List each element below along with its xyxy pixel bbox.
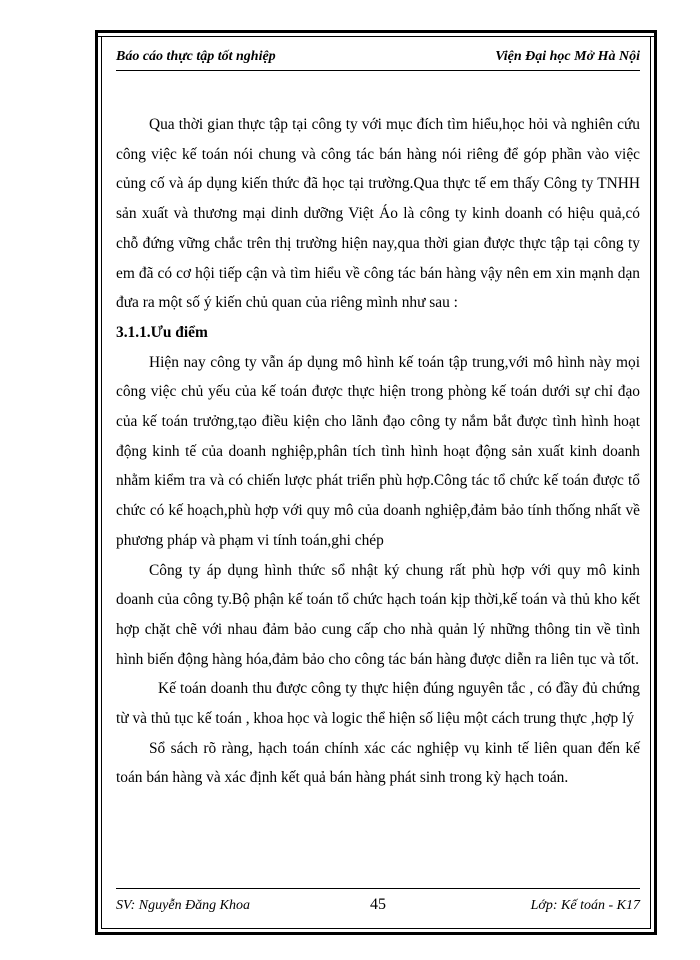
page-header	[116, 47, 640, 67]
page-number: 45	[370, 896, 386, 913]
footer-divider	[116, 888, 640, 889]
footer-student-name: SV: Nguyễn Đăng Khoa	[116, 898, 251, 913]
border-right-thin	[650, 36, 651, 929]
page-footer	[116, 896, 640, 920]
border-bottom-thick	[95, 932, 657, 935]
footer-class: Lớp: Kế toán - K17	[530, 898, 640, 913]
border-top-thin	[95, 36, 657, 37]
header-institution: Viện Đại học Mở Hà Nội	[495, 49, 640, 64]
paragraph-revenue-accounting: Kế toán doanh thu được công ty thực hiện đúng nguyên tắc , có đầy đủ chứng từ và thủ tục kế toán , khoa học và logic thể hiện số liệu một cách trung thực ,hợp lý	[116, 680, 640, 728]
border-left-thin	[101, 36, 102, 929]
paragraph-accounting-model: Hiện nay công ty vẫn áp dụng mô hình kế toán tập trung,với mô hình này mọi công việc chủ yếu của kế toán được thực hiện trong phòng kế toán dưới sự chỉ đạo của kế toán trưởng,tạo điều kiện cho lãnh đạo công ty nắm bắt được tình hình hoạt động kinh tế của doanh nghiệp,phân tích tình hình hoạt động sản xuất kinh doanh nhằm kiểm tra và có chiến lược phát triển phù hợp.Công tác tổ chức kế toán được tổ chức có kế hoạch,phù hợp với quy mô của doanh nghiệp,đảm bảo tính thống nhất về phương pháp và phạm vi tính toán,ghi chép	[116, 353, 640, 549]
header-divider	[116, 70, 640, 71]
page-body	[116, 110, 640, 793]
border-left-thick	[95, 30, 98, 935]
header-report-title: Báo cáo thực tập tốt nghiệp	[116, 49, 276, 64]
border-top-thick	[95, 30, 657, 33]
intro-paragraph: Qua thời gian thực tập tại công ty với mục đích tìm hiểu,học hỏi và nghiên cứu công việc kế toán nói chung và công tác bán hàng nói riêng để góp phần vào việc củng cố và áp dụng kiến thức đã học tại trường.Qua thực tế em thấy Công ty TNHH sản xuất và thương mại dinh dưỡng Việt Áo là công ty kinh doanh có hiệu quả,có chỗ đứng vững chắc trên thị trường hiện nay,qua thời gian được thực tập tại công ty em đã có cơ hội tiếp cận và tìm hiểu về công tác bán hàng vậy nên em xin mạnh dạn đưa ra một số ý kiến chủ quan của riêng mình như sau :	[116, 116, 640, 312]
section-heading: 3.1.1.Ưu điểm	[116, 323, 208, 341]
paragraph-bookkeeping: Sổ sách rõ ràng, hạch toán chính xác các nghiệp vụ kinh tế liên quan đến kế toán bán hàng và xác định kết quả bán hàng phát sinh trong kỳ hạch toán.	[116, 739, 640, 787]
border-right-thick	[654, 30, 657, 935]
border-bottom-thin	[101, 928, 651, 929]
paragraph-journal-system: Công ty áp dụng hình thức sổ nhật ký chung rất phù hợp với quy mô kinh doanh của công ty.Bộ phận kế toán tổ chức hạch toán kịp thời,kế toán và thủ kho kết hợp chặt chẽ với nhau đảm bảo cung cấp cho nhà quản lý những thông tin về tình hình biến động hàng hóa,đảm bảo cho công tác bán hàng được diễn ra liên tục và tốt.	[116, 561, 640, 668]
